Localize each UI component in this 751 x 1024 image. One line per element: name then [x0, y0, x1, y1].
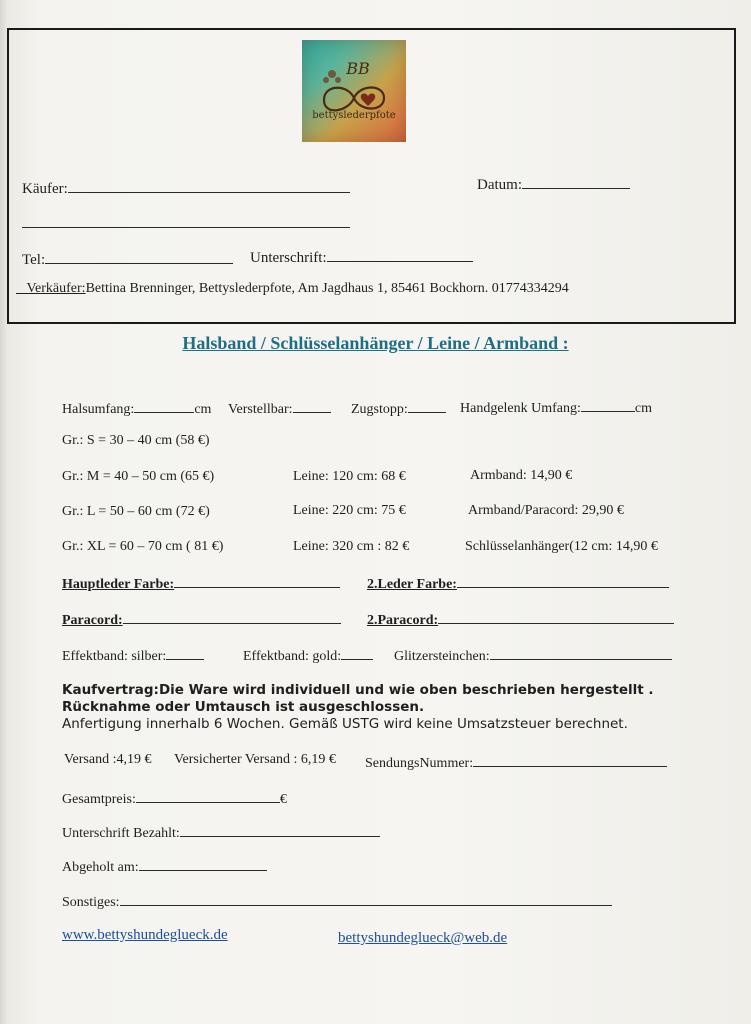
- abgeholt-field[interactable]: [62, 856, 267, 876]
- leine-120: Leine: 120 cm: 68 €: [293, 469, 406, 484]
- gesamtpreis-field[interactable]: [62, 788, 287, 808]
- verkaeufer-label: Verkäufer:: [26, 281, 86, 296]
- paracord2-line: [438, 609, 674, 624]
- leder2-line: [457, 573, 669, 588]
- bezahlt-label: Unterschrift Bezahlt:: [62, 826, 180, 841]
- armband-price: Armband: 14,90 €: [470, 468, 573, 483]
- paracord2-field[interactable]: [367, 609, 674, 629]
- size-xl: Gr.: XL = 60 – 70 cm ( 81 €): [62, 539, 224, 554]
- infinity-heart-icon: [302, 40, 406, 142]
- schluesselanhaenger-price: Schlüsselanhänger(12 cm: 14,90 €: [465, 539, 658, 554]
- hauptleder-label: Hauptleder Farbe:: [62, 577, 175, 592]
- sonstiges-label: Sonstiges:: [62, 895, 120, 910]
- tel-label: Tel:: [22, 252, 46, 268]
- datum-line: [522, 174, 630, 189]
- zugstopp-field[interactable]: [351, 398, 446, 418]
- verkaeufer-row: [16, 281, 569, 297]
- kaeufer-line-2[interactable]: [22, 213, 350, 228]
- logo-monogram: BB: [346, 59, 370, 78]
- website-link[interactable]: www.bettyshundeglueck.de: [62, 927, 228, 943]
- kaeufer-line: [68, 178, 350, 193]
- kaeufer-label: Käufer:: [22, 181, 68, 197]
- gesamtpreis-line: [136, 788, 280, 803]
- unterschrift-field[interactable]: [250, 247, 473, 267]
- logo: [302, 40, 406, 142]
- sonstiges-line: [120, 891, 612, 906]
- handgelenk-line: [581, 397, 635, 412]
- glitzer-label: Glitzersteinchen:: [394, 649, 490, 664]
- sendungsnummer-line: [473, 752, 667, 767]
- effekt-gold-field[interactable]: [243, 645, 373, 665]
- logo-caption: bettyslederpfote: [312, 110, 396, 121]
- kaufvertrag-line-2: Rücknahme oder Umtausch ist ausgeschlossen.: [62, 699, 425, 715]
- versichert-price: Versicherter Versand : 6,19 €: [174, 752, 336, 767]
- paracord2-label: 2.Paracord:: [367, 613, 439, 628]
- paracord-label: Paracord:: [62, 613, 123, 628]
- effekt-silber-field[interactable]: [62, 645, 204, 665]
- datum-label: Datum:: [477, 177, 522, 193]
- effekt-gold-line: [341, 645, 373, 660]
- zugstopp-label: Zugstopp:: [351, 402, 408, 417]
- armband-paracord-price: Armband/Paracord: 29,90 €: [468, 503, 624, 518]
- unterschrift-label: Unterschrift:: [250, 250, 327, 266]
- kaeufer-field[interactable]: [22, 178, 350, 198]
- verstellbar-line: [293, 398, 331, 413]
- sendungsnummer-field[interactable]: [365, 752, 667, 772]
- effekt-gold-label: Effektband: gold:: [243, 649, 342, 664]
- verstellbar-field[interactable]: [228, 398, 331, 418]
- hauptleder-line: [174, 573, 340, 588]
- versand-price: Versand :4,19 €: [64, 752, 152, 767]
- handgelenk-field[interactable]: [460, 397, 652, 417]
- handgelenk-label: Handgelenk Umfang:: [460, 401, 581, 416]
- email-link[interactable]: bettyshundeglueck@web.de: [338, 930, 508, 946]
- gesamtpreis-label: Gesamtpreis:: [62, 792, 136, 807]
- bezahlt-field[interactable]: [62, 822, 380, 842]
- paracord-line: [123, 609, 341, 624]
- halsumfang-line: [134, 398, 194, 413]
- verkaeufer-value: Bettina Brenninger, Bettyslederpfote, Am Jagdhaus 1, 85461 Bockhorn. 01774334294: [85, 281, 569, 296]
- effekt-silber-line: [166, 645, 204, 660]
- abgeholt-label: Abgeholt am:: [62, 860, 139, 875]
- glitzer-field[interactable]: [394, 645, 672, 665]
- abgeholt-line: [139, 856, 267, 871]
- page-title: Halsband / Schlüsselanhänger / Leine / Armband :: [182, 333, 569, 353]
- size-m: Gr.: M = 40 – 50 cm (65 €): [62, 469, 215, 484]
- gesamtpreis-currency: €: [279, 792, 287, 807]
- leder2-field[interactable]: [367, 573, 669, 593]
- tel-field[interactable]: [22, 249, 233, 269]
- size-l: Gr.: L = 50 – 60 cm (72 €): [62, 504, 210, 519]
- tel-line: [45, 249, 233, 264]
- hauptleder-field[interactable]: [62, 573, 340, 593]
- kaufvertrag-line-1: Kaufvertrag:Die Ware wird individuell und wie oben beschrieben hergestellt .: [62, 682, 654, 698]
- unterschrift-line: [327, 247, 473, 262]
- paracord-field[interactable]: [62, 609, 341, 629]
- halsumfang-label: Halsumfang:: [62, 402, 135, 417]
- leine-320: Leine: 320 cm : 82 €: [293, 539, 410, 554]
- sonstiges-field[interactable]: [62, 891, 612, 911]
- bezahlt-line: [180, 822, 380, 837]
- handgelenk-unit: cm: [634, 401, 653, 416]
- leine-220: Leine: 220 cm: 75 €: [293, 503, 406, 518]
- sendungsnummer-label: SendungsNummer:: [365, 756, 474, 771]
- size-s: Gr.: S = 30 – 40 cm (58 €): [62, 433, 210, 448]
- leder2-label: 2.Leder Farbe:: [367, 577, 457, 592]
- halsumfang-unit: cm: [194, 402, 212, 417]
- glitzer-line: [490, 645, 672, 660]
- effekt-silber-label: Effektband: silber:: [62, 649, 167, 664]
- datum-field[interactable]: [477, 174, 630, 194]
- verstellbar-label: Verstellbar:: [228, 402, 293, 417]
- halsumfang-field[interactable]: [62, 398, 211, 418]
- zugstopp-line: [408, 398, 446, 413]
- kaufvertrag-line-3: Anfertigung innerhalb 6 Wochen. Gemäß USTG wird keine Umsatzsteuer berechnet.: [62, 716, 628, 732]
